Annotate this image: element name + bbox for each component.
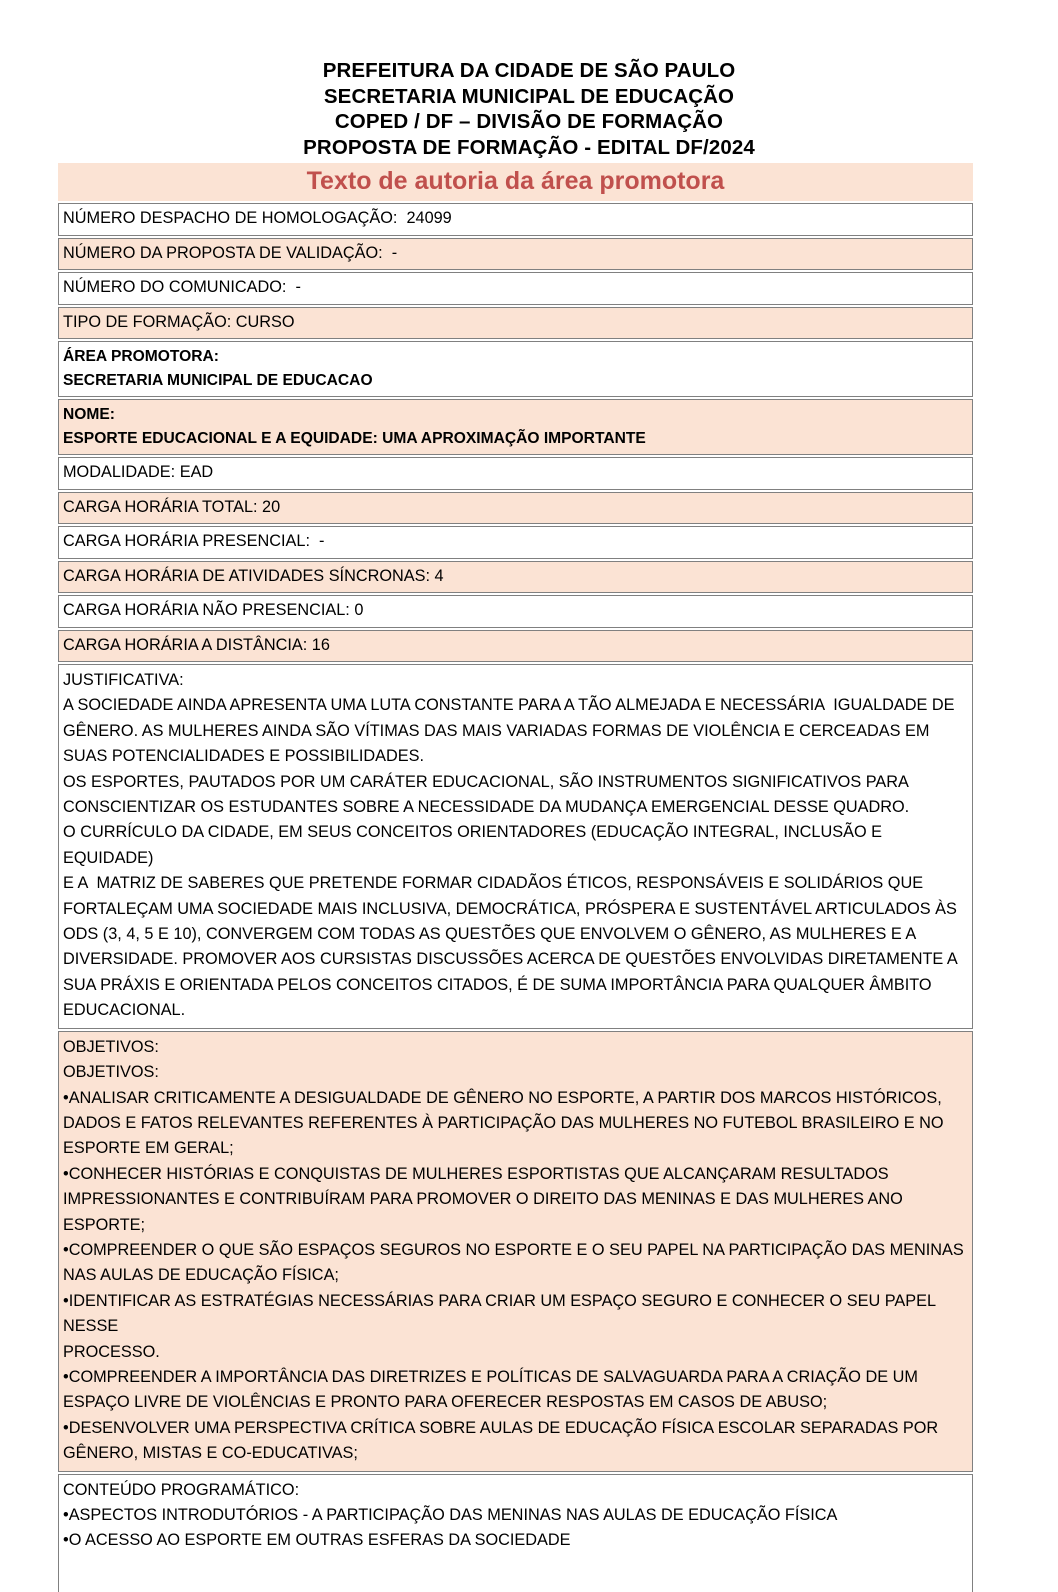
table-row-carga-horaria-presencial <box>58 526 973 559</box>
cell-text: IMPRESSIONANTES E CONTRIBUÍRAM PARA PROMOVER O DIREITO DAS MENINAS E DAS MULHERES ANO <box>63 1190 903 1209</box>
table-row-carga-horaria-total <box>58 492 973 525</box>
cell-text: CONSCIENTIZAR OS ESTUDANTES SOBRE A NECESSIDADE DA MUDANÇA EMERGENCIAL DESSE QUADRO. <box>63 798 910 817</box>
cell-text: •CONHECER HISTÓRIAS E CONQUISTAS DE MULHERES ESPORTISTAS QUE ALCANÇARAM RESULTADOS <box>63 1164 889 1183</box>
cell-text: GÊNERO, MISTAS E CO-EDUCATIVAS; <box>63 1444 358 1463</box>
cell-text: •DESENVOLVER UMA PERSPECTIVA CRÍTICA SOBRE AULAS DE EDUCAÇÃO FÍSICA ESCOLAR SEPARADAS POR <box>63 1418 939 1437</box>
cell-text: JUSTIFICATIVA: <box>63 671 184 689</box>
cell-text: CONTEÚDO PROGRAMÁTICO: <box>63 1480 300 1499</box>
cell-text: PROCESSO. <box>63 1342 160 1361</box>
cell-text: OBJETIVOS: <box>63 1063 159 1082</box>
cell-text: ESPORTE; <box>63 1215 146 1234</box>
cell-text: SECRETARIA MUNICIPAL DE EDUCACAO <box>63 371 373 389</box>
table-row-carga-horaria-atividades-sincronas <box>58 561 973 594</box>
cell-text: CARGA HORÁRIA A DISTÂNCIA: 16 <box>63 635 330 654</box>
cell-text: CARGA HORÁRIA TOTAL: 20 <box>63 497 281 516</box>
cell-text: •IDENTIFICAR AS ESTRATÉGIAS NECESSÁRIAS PARA CRIAR UM ESPAÇO SEGURO E CONHECER O SEU PAPEL NESSE <box>63 1291 940 1336</box>
banner-title: Texto de autoria da área promotora <box>306 167 725 195</box>
cell-text: ESPORTE EDUCACIONAL E A EQUIDADE: UMA APROXIMAÇÃO IMPORTANTE <box>63 429 646 447</box>
cell-text: •ANALISAR CRITICAMENTE A DESIGUALDADE DE GÊNERO NO ESPORTE, A PARTIR DOS MARCOS HISTÓRICOS, <box>63 1088 942 1107</box>
cell-text: CARGA HORÁRIA NÃO PRESENCIAL: 0 <box>63 601 364 619</box>
cell-text: A SOCIEDADE AINDA APRESENTA UMA LUTA CONSTANTE PARA A TÃO ALMEJADA E NECESSÁRIA IGUALDADE DE <box>63 696 955 715</box>
cell-text: •COMPREENDER O QUE SÃO ESPAÇOS SEGUROS NO ESPORTE E O SEU PAPEL NA PARTICIPAÇÃO DAS MENINAS <box>63 1240 964 1259</box>
cell-text: CARGA HORÁRIA DE ATIVIDADES SÍNCRONAS: 4 <box>63 566 444 585</box>
cell-text: ÁREA PROMOTORA: <box>63 348 219 365</box>
cell-text: FORTALEÇAM UMA SOCIEDADE MAIS INCLUSIVA, DEMOCRÁTICA, PRÓSPERA E SUSTENTÁVEL ARTICULADOS ÀS <box>63 899 957 918</box>
cell-text: NÚMERO DESPACHO DE HOMOLOGAÇÃO: 24099 <box>63 209 452 227</box>
header-line-prefeitura: PREFEITURA DA CIDADE DE SÃO PAULO <box>322 59 736 82</box>
proposta-table <box>58 203 973 1592</box>
table-row-modalidade <box>58 457 973 490</box>
cell-text: •O ACESSO AO ESPORTE EM OUTRAS ESFERAS DA SOCIEDADE <box>63 1531 571 1550</box>
cell-text: DADOS E FATOS RELEVANTES REFERENTES À PARTICIPAÇÃO DAS MULHERES NO FUTEBOL BRASILEIRO E NO <box>63 1113 944 1132</box>
cell-text: EDUCACIONAL. <box>63 1001 186 1020</box>
cell-text: E A MATRIZ DE SABERES QUE PRETENDE FORMAR CIDADÃOS ÉTICOS, RESPONSÁVEIS E SOLIDÁRIOS QUE <box>63 874 924 893</box>
cell-text: NÚMERO DO COMUNICADO: - <box>63 278 301 296</box>
table-row-tipo-de-formacao <box>58 307 973 340</box>
cell-text: ODS (3, 4, 5 E 10), CONVERGEM COM TODAS AS QUESTÕES QUE ENVOLVEM O GÊNERO, AS MULHERES E A <box>63 925 917 944</box>
cell-text: ESPORTE EM GERAL; <box>63 1139 234 1158</box>
cell-text: TIPO DE FORMAÇÃO: CURSO <box>63 312 295 331</box>
section-banner-texto-autoria <box>58 163 973 201</box>
cell-text: •COMPREENDER A IMPORTÂNCIA DAS DIRETRIZES E POLÍTICAS DE SALVAGUARDA PARA A CRIAÇÃO DE UM <box>63 1367 918 1386</box>
table-row-numero-despacho-homologacao <box>58 203 973 236</box>
cell-text: SUAS POTENCIALIDADES E POSSIBILIDADES. <box>63 747 425 766</box>
document-header <box>0 0 1058 160</box>
cell-text: GÊNERO. AS MULHERES AINDA SÃO VÍTIMAS DAS MAIS VARIADAS FORMAS DE VIOLÊNCIA E CERCEADAS EM <box>63 721 930 740</box>
table-row-justificativa <box>58 664 973 1029</box>
table-row-numero-comunicado <box>58 272 973 305</box>
cell-text: ESPAÇO LIVRE DE VIOLÊNCIAS E PRONTO PARA OFERECER RESPOSTAS EM CASOS DE ABUSO; <box>63 1393 828 1412</box>
table-row-carga-horaria-nao-presencial <box>58 595 973 628</box>
cell-text: NAS AULAS DE EDUCAÇÃO FÍSICA; <box>63 1266 339 1285</box>
cell-text: DIVERSIDADE. PROMOVER AOS CURSISTAS DISCUSSÕES ACERCA DE QUESTÕES ENVOLVIDAS DIRETAMENTE A <box>63 950 958 969</box>
table-row-nome <box>58 399 973 455</box>
header-line-proposta: PROPOSTA DE FORMAÇÃO - EDITAL DF/2024 <box>303 135 755 159</box>
cell-text: CARGA HORÁRIA PRESENCIAL: - <box>63 532 325 550</box>
table-row-numero-proposta-validacao <box>58 238 973 271</box>
cell-text: •ASPECTOS INTRODUTÓRIOS - A PARTICIPAÇÃO DAS MENINAS NAS AULAS DE EDUCAÇÃO FÍSICA <box>63 1506 838 1524</box>
table-row-area-promotora <box>58 341 973 397</box>
cell-text: NÚMERO DA PROPOSTA DE VALIDAÇÃO: - <box>63 243 398 262</box>
table-row-objetivos <box>58 1031 973 1472</box>
header-line-secretaria: SECRETARIA MUNICIPAL DE EDUCAÇÃO <box>323 84 735 108</box>
header-line-coped: COPED / DF – DIVISÃO DE FORMAÇÃO <box>334 110 724 133</box>
cell-text: MODALIDADE: EAD <box>63 463 214 481</box>
cell-text: OS ESPORTES, PAUTADOS POR UM CARÁTER EDUCACIONAL, SÃO INSTRUMENTOS SIGNIFICATIVOS PARA <box>63 772 909 791</box>
cell-text: O CURRÍCULO DA CIDADE, EM SEUS CONCEITOS ORIENTADORES (EDUCAÇÃO INTEGRAL, INCLUSÃO E EQUIDADE) <box>63 823 887 867</box>
cell-text: OBJETIVOS: <box>63 1037 159 1056</box>
cell-text: SUA PRÁXIS E ORIENTADA PELOS CONCEITOS CITADOS, É DE SUMA IMPORTÂNCIA PARA QUALQUER ÂMBITO <box>63 975 932 994</box>
cell-text: NOME: <box>63 406 115 423</box>
table-row-carga-horaria-a-distancia <box>58 630 973 663</box>
table-row-conteudo-programatico <box>58 1474 973 1592</box>
